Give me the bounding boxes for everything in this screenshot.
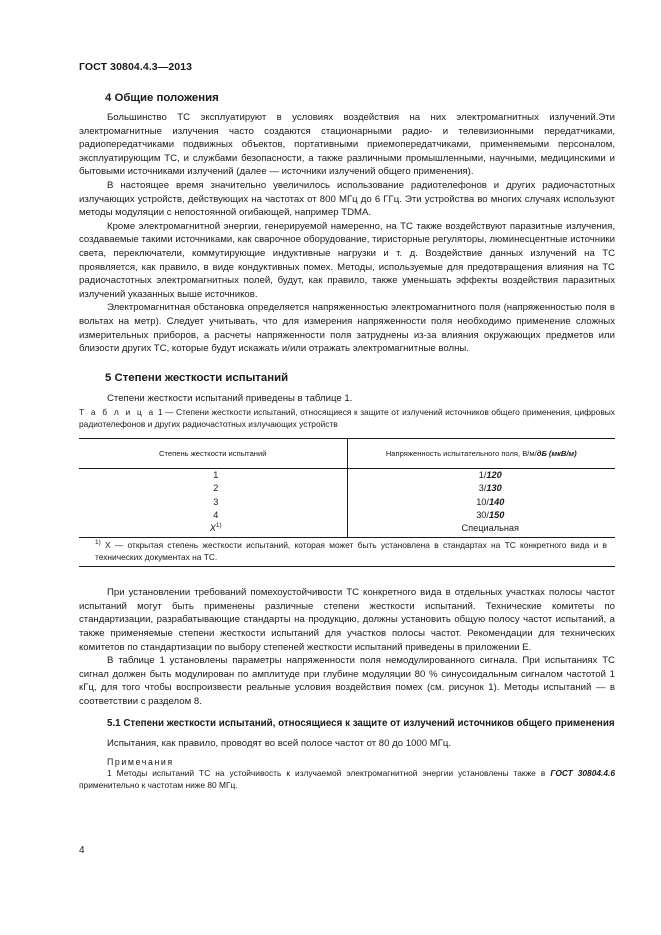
table-footnote: $^{1)}$ X — открытая степень жесткости испытаний, которая может быть установлена в стандартах на ТС конкретного вида и в технических документах на ТС. [79,538,615,567]
section-4-paragraph: В настоящее время значительно увеличилось использование радиотелефонов и других радиочастотных излучающих устройств, действующих на частотах от 800 МГц до 6 ГГц. Эти устройства во многих случаях используют методы модуляции с непостоянной огибающей, например TDMA. [79,179,615,219]
table-row [79,496,615,509]
section-5-paragraph: В таблице 1 установлены параметры напряженности поля немодулированного сигнала. При испытаниях ТС сигнал должен быть модулирован по амплитуде при глубине модуляции 80 % синусоидальным сигналом частотой 1 кГц, для того чтобы воспроизвести реальные условия воздействия помех (см. рисунок 1). Методы испытаний — в соответствии с разделом 8. [79,655,615,708]
section-4-paragraph: Кроме электромагнитной энергии, генерируемой намеренно, на ТС также воздействуют паразитные излучения, создаваемые такими источниками, как сварочное оборудование, тиристорные регуляторы, люминесцентные источники света, переключатели, коммутирующие индуктивные нагрузки и т. д. Воздействие данных излучений на ТС проявляется, как правило, в виде кондуктивных помех. Методы, используемые для предотвращения влияния на ТС радиочастотных электромагнитных полей, будут, как правило, также уменьшать эффекты воздействия паразитных излучений указанных выше источников. [79,220,615,300]
field-strength-cell: 1/120 [478,470,502,481]
table-row [79,509,615,522]
page-number: 4 [79,845,85,856]
table-row [79,482,615,495]
field-strength-cell: 10/140 [476,496,505,507]
table-footnote-row [79,538,615,567]
section-4-title: 4 Общие положения [105,92,219,104]
field-strength-cell: 3/130 [478,483,502,494]
section-5-title: 5 Степени жесткости испытаний [105,371,289,384]
table-header-severity: Степень жесткости испытаний [79,439,347,469]
standard-reference: ГОСТ 30804.4.6 [550,768,615,779]
field-strength-cell: Специальная [461,523,520,534]
table-header-field-strength: Напряженность испытательного поля, В/м/дБ (мкВ/м) [347,439,615,469]
table-row [79,469,615,483]
page-content [79,91,615,791]
table-row [79,522,615,538]
section-5-intro: Степени жесткости испытаний приведены в таблице 1. [107,392,353,404]
section-4-paragraph: Большинство ТС эксплуатируют в условиях воздействия на них электромагнитных излучений.Эти электромагнитные излучения часто создаются стационарными радио- и телевизионными передатчиками, радиопередатчиками подвижных объектов, портативными приемопередатчиками, применяемыми персоналом, эксплуатирующим ТС, и службами безопасности, а также различными промышленными, научными, медицинскими и бытовыми источниками излучений (далее — источники излучений общего применения). [79,112,615,178]
note-1: 1 Методы испытаний ТС на устойчивость к излучаемой электромагнитной энергии установлены также в ГОСТ 30804.4.6 применительно к частотам ниже 80 МГц. [79,768,615,790]
severity-levels-table [79,438,615,567]
section-5-1-text: Испытания, как правило, проводят во всей полосе частот от 80 до 1000 МГц. [107,738,452,750]
field-strength-cell: 30/150 [476,509,505,520]
section-5-1-title: 5.1 Степени жесткости испытаний, относящиеся к защите от излучений источников общего применения [107,717,615,729]
table-1-caption [79,407,615,430]
severity-level-cell: 1 [79,469,347,483]
severity-level-cell: 2 [79,482,347,495]
severity-level-cell: 3 [79,496,347,509]
notes-title: Примечания [107,756,174,767]
severity-level-cell: 4 [79,509,347,522]
severity-level-cell: $X^{1)}$ [79,522,347,538]
document-code-header: ГОСТ 30804.4.3—2013 [79,61,193,73]
table-caption-label: Т а б л и ц а [79,407,156,418]
section-5-paragraph: При установлении требований помехоустойчивости ТС конкретного вида в отдельных участках полосы частот испытаний могут быть применены различные степени жесткости испытаний. Технические комитеты по стандартизации, разрабатывающие стандарты на продукцию, должны установить общую полосу частот испытаний, а также применяемые степени жесткости испытаний для участков полосы частот. Рекомендации для технических комитетов по стандартизации по выбору степеней жесткости испытаний приведены в приложении Е. [79,587,615,653]
section-4-paragraph: Электромагнитная обстановка определяется напряженностью электромагнитного поля (напряженностью поля в вольтах на метр). Следует учитывать, что для измерения напряженности поля необходимо применение сложных измерительных приборов, а расчеты напряженности поля затруднены из-за влияния окружающих предметов или близости других ТС, которые будут искажать и/или отражать электромагнитные волны. [79,302,615,355]
table-caption-text: 1 — Степени жесткости испытаний, относящиеся к защите от излучений источников общего применения, цифровых радиотелефонов и других радиочастотных излучающих устройств [79,407,615,429]
